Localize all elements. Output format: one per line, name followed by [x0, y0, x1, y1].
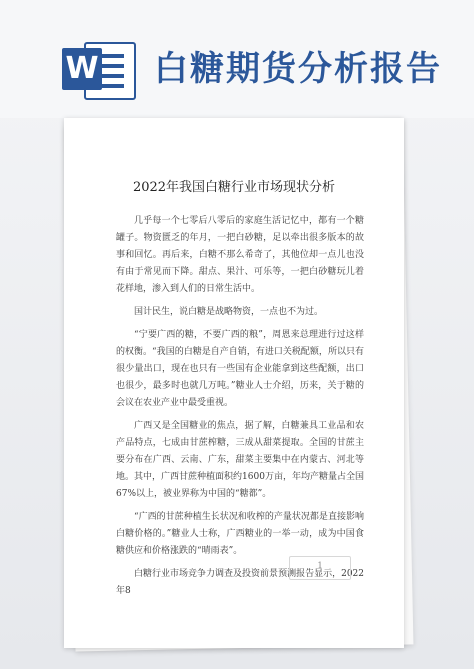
- paragraph: 广西又是全国糖业的焦点，据了解，白糖兼具工业品和农产品特点，七成由甘蔗榨糖，三成从甜菜提取。全国的甘蔗主要分布在广西、云南、广东，甜菜主要集中在内蒙古、河北等地。其中，广西甘蔗种植面积约1600万亩，年均产糖量占全国67%以上，被业界称为中国的“糖都”。: [116, 421, 364, 499]
- paragraph: 国计民生，说白糖是战略物资，一点也不为过。: [134, 307, 324, 317]
- document-body: [116, 213, 364, 606]
- document-title: 2022年我国白糖行业市场现状分析: [132, 180, 336, 195]
- paragraph: “广西的甘蔗种植生长状况和收榨的产量状况都是直接影响白糖价格的。”糖业人士称，广西糖业的一举一动，成为中国食糖供应和价格涨跌的“晴雨表”。: [116, 512, 364, 556]
- word-document-icon: [62, 38, 134, 100]
- page-title: 白糖期货分析报告: [154, 49, 442, 89]
- paragraph: “宁要广西的糖，不要广西的粮”，周恩来总理进行过这样的权衡。“我国的白糖是自产自销，有进口关税配额，所以只有很少量出口，现在也只有一些国有企业能拿到这些配额，出口也很少，最多时也就几万吨。”糖业人士介绍，历来，关于糖的会议在农业产业中最受重视。: [116, 330, 364, 408]
- word-logo-letter: W: [62, 48, 102, 90]
- page-number-box: [289, 556, 351, 580]
- paragraph: 几乎每一个七零后八零后的家庭生活记忆中，都有一个糖罐子。物资匮乏的年月，一把白砂糖，足以牵出很多版本的故事和回忆。再后来，白糖不那么希奇了，其他位却一点儿也没有由于常见而下降。甜点、果汁、可乐等，一把白砂糖玩儿着花样地，渗入到人们的日常生活中。: [116, 216, 364, 294]
- page-number: 1: [317, 561, 323, 570]
- paragraph: 白糖行业市场竞争力调查及投资前景预测报告显示，2022年8: [116, 569, 364, 596]
- document-page: [64, 118, 404, 648]
